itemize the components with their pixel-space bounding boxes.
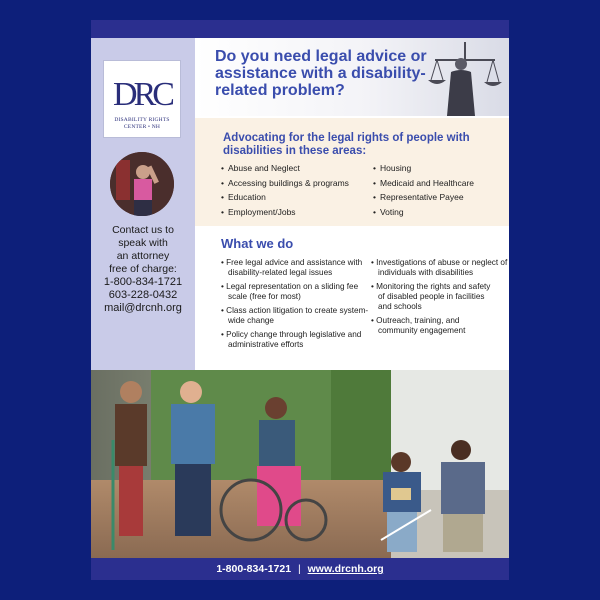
list-item: • Class action litigation to create system-wide change bbox=[221, 306, 371, 326]
list-item: • Policy change through legislative and administrative efforts bbox=[221, 330, 371, 350]
sidebar bbox=[91, 38, 195, 388]
contact-line3: an attorney bbox=[116, 250, 170, 262]
contact-email[interactable]: mail@drcnh.org bbox=[104, 302, 182, 314]
what-we-do-list-right bbox=[371, 258, 509, 340]
advocating-list-left bbox=[221, 161, 349, 219]
list-item: • Education bbox=[221, 190, 349, 205]
list-item: • Housing bbox=[373, 161, 474, 176]
contact-phone-tollfree[interactable]: 1-800-834-1721 bbox=[103, 276, 183, 288]
list-item: • Employment/Jobs bbox=[221, 205, 349, 220]
contact-phone-local[interactable]: 603-228-0432 bbox=[108, 289, 178, 301]
drc-logo[interactable] bbox=[103, 60, 181, 138]
group-photo-scene bbox=[91, 370, 509, 558]
list-item: • Legal representation on a sliding fee scale (free for most) bbox=[221, 282, 371, 302]
what-we-do-list-left bbox=[221, 258, 371, 354]
logo-org-line2: CENTER • NH bbox=[123, 123, 161, 130]
list-item: • Abuse and Neglect bbox=[221, 161, 349, 176]
advocating-list-right bbox=[373, 161, 474, 219]
flyer bbox=[91, 20, 509, 580]
drc-logo-mark bbox=[104, 67, 180, 117]
top-bar bbox=[91, 20, 509, 38]
footer-bar bbox=[91, 558, 509, 580]
contact-line1: Contact us to bbox=[112, 224, 174, 236]
logo-org-name bbox=[104, 117, 180, 130]
headline: Do you need legal advice or assistance with a disability-related problem? bbox=[215, 48, 427, 99]
list-item: • Investigations of abuse or neglect of individuals with disabilities bbox=[371, 258, 509, 278]
list-item: • Outreach, training, and community engagement bbox=[371, 316, 498, 336]
what-we-do-title: What we do bbox=[221, 236, 294, 251]
group-photo bbox=[91, 370, 509, 558]
staff-photo-figure bbox=[110, 152, 174, 216]
contact-info bbox=[93, 224, 193, 315]
list-item: • Voting bbox=[373, 205, 474, 220]
list-item: • Medicaid and Healthcare bbox=[373, 176, 474, 191]
list-item: • Free legal advice and assistance with disability-related legal issues bbox=[221, 258, 371, 278]
footer-separator: | bbox=[297, 563, 301, 575]
advocating-section bbox=[195, 118, 509, 226]
drc-logo-initials: DRC bbox=[113, 76, 171, 113]
header bbox=[195, 38, 509, 116]
logo-org-line1: DISABILITY RIGHTS bbox=[114, 117, 170, 123]
list-item: • Accessing buildings & programs bbox=[221, 176, 349, 191]
footer-phone[interactable]: 1-800-834-1721 bbox=[216, 563, 292, 575]
staff-photo bbox=[110, 152, 174, 216]
footer-url-link[interactable]: www.drcnh.org bbox=[307, 563, 384, 575]
contact-line2: speak with bbox=[118, 237, 168, 249]
contact-line4: free of charge: bbox=[109, 263, 177, 275]
lady-justice-illustration bbox=[415, 38, 505, 116]
advocating-title: Advocating for the legal rights of people with disabilities in these areas: bbox=[223, 132, 470, 157]
what-we-do-section bbox=[195, 226, 509, 370]
list-item: • Monitoring the rights and safety of disabled people in facilities and schools bbox=[371, 282, 498, 312]
list-item: • Representative Payee bbox=[373, 190, 474, 205]
